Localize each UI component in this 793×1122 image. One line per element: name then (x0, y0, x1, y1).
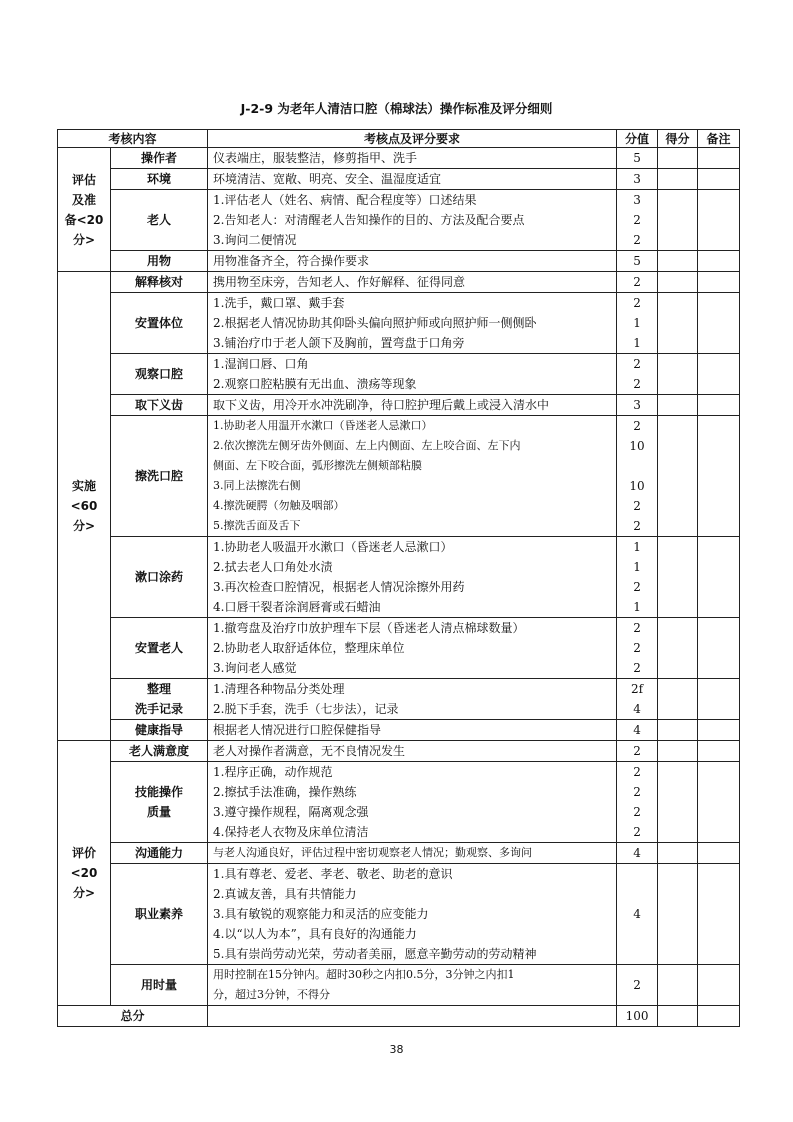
requirement-cell (208, 864, 617, 965)
requirement-line: 4.口唇干裂者涂润唇膏或石蜡油 (213, 600, 381, 614)
score-value: 2 (633, 233, 641, 247)
page-number: 38 (389, 1043, 404, 1056)
score-value: 2 (633, 275, 641, 289)
total-requirements (208, 1006, 617, 1027)
requirement-line: 侧面、左下咬合面，弧形擦洗左侧颊部粘膜 (213, 459, 423, 472)
score-value: 1 (633, 316, 641, 330)
requirement-cell (208, 395, 617, 416)
requirement-line: 用物准备齐全，符合操作要求 (213, 254, 370, 268)
requirement-line: 1.撤弯盘及治疗巾放护理车下层（昏迷老人清点棉球数量） (213, 621, 525, 635)
item-name-line: 环境 (147, 172, 172, 186)
table-row (58, 272, 740, 293)
score-value: 1 (633, 540, 641, 554)
score-cell (617, 293, 658, 354)
obtained-cell[interactable] (658, 762, 698, 843)
item-name (111, 293, 208, 354)
score-value: 3 (633, 172, 641, 186)
item-name-line: 质量 (147, 805, 172, 819)
requirement-cell (208, 843, 617, 864)
score-value: 2 (633, 744, 641, 758)
requirement-line: 5.具有崇尚劳动光荣，劳动者美丽，愿意辛勤劳动的劳动精神 (213, 947, 537, 961)
score-value: 3 (633, 398, 641, 412)
score-value: 2 (633, 621, 641, 635)
score-value: 1 (633, 600, 641, 614)
item-name (111, 537, 208, 618)
table-row (58, 395, 740, 416)
item-name-line: 沟通能力 (135, 846, 184, 860)
requirement-line: 2.拭去老人口角处水渍 (213, 560, 333, 574)
table-row (58, 148, 740, 169)
document-title: J-2-9 为老年人清洁口腔（棉球法）操作标准及评分细则 (240, 101, 553, 116)
requirement-line: 3.再次检查口腔情况，根据老人情况涂擦外用药 (213, 580, 465, 594)
item-name-line: 安置老人 (135, 641, 184, 655)
requirement-cell (208, 679, 617, 720)
total-row (58, 1006, 740, 1027)
score-value: 2 (633, 785, 641, 799)
section-label-line: 评估 (71, 172, 96, 187)
table-row (58, 618, 740, 679)
scoring-table (57, 129, 740, 1027)
remarks-cell[interactable] (698, 251, 740, 272)
item-name-line: 技能操作 (135, 785, 184, 799)
requirement-cell (208, 190, 617, 251)
total-label: 总分 (58, 1006, 208, 1027)
obtained-cell[interactable] (658, 416, 698, 537)
section-label (58, 741, 111, 1006)
requirement-line: 4.以“以人为本”，具有良好的沟通能力 (213, 927, 417, 941)
score-value: 5 (633, 151, 641, 165)
score-value: 2 (633, 641, 641, 655)
requirement-line: 3.遵守操作规程，隔离观念强 (213, 805, 369, 819)
score-value: 2 (633, 499, 641, 513)
section-label-line: <20 (70, 866, 98, 880)
obtained-cell[interactable] (658, 169, 698, 190)
score-value: 4 (633, 723, 641, 737)
requirement-line: 1.具有尊老、爱老、孝老、敬老、助老的意识 (213, 867, 453, 881)
requirement-line: 2.脱下手套，洗手（七步法），记录 (213, 702, 399, 716)
score-value: 2 (633, 213, 641, 227)
item-name-line: 安置体位 (135, 316, 184, 330)
table-row (58, 169, 740, 190)
requirement-line: 环境清洁、宽敞、明亮、安全、温湿度适宜 (213, 172, 442, 186)
header-content: 考核内容 (58, 130, 208, 148)
score-cell (617, 679, 658, 720)
header-requirements: 考核点及评分要求 (208, 130, 617, 148)
remarks-cell[interactable] (698, 416, 740, 537)
score-cell (617, 395, 658, 416)
requirement-line: 分，超过3分钟，不得分 (213, 988, 331, 1001)
requirement-line: 2.依次擦洗左侧牙齿外侧面、左上内侧面、左上咬合面、左下内 (213, 439, 521, 452)
section-label-line: 分> (72, 232, 96, 247)
score-value: 2 (633, 419, 641, 433)
section-label-line: 实施 (71, 479, 96, 493)
score-cell (617, 741, 658, 762)
requirement-cell (208, 965, 617, 1006)
score-value: 4 (633, 702, 641, 716)
item-name (111, 679, 208, 720)
score-value: 1 (633, 560, 641, 574)
score-value: 2 (633, 978, 641, 992)
requirement-line: 2.协助老人取舒适体位，整理床单位 (213, 641, 405, 655)
item-name (111, 272, 208, 293)
table-row (58, 720, 740, 741)
item-name-line: 整理 (147, 682, 172, 696)
table-row (58, 537, 740, 618)
score-value: 2 (633, 377, 641, 391)
obtained-cell[interactable] (658, 618, 698, 679)
requirement-line: 用时控制在15分钟内。超时30秒之内扣0.5分，3分钟之内扣1 (213, 968, 515, 981)
score-value: 2 (633, 825, 641, 839)
remarks-cell[interactable] (698, 741, 740, 762)
requirement-cell (208, 537, 617, 618)
item-name-line: 擦洗口腔 (135, 469, 184, 483)
item-name (111, 843, 208, 864)
item-name (111, 720, 208, 741)
score-cell (617, 148, 658, 169)
table-row (58, 762, 740, 843)
table-row (58, 416, 740, 537)
requirement-cell (208, 354, 617, 395)
requirement-line: 与老人沟通良好，评估过程中密切观察老人情况；勤观察、多询问 (213, 846, 533, 859)
item-name-line: 用时量 (141, 978, 178, 992)
obtained-cell[interactable] (658, 293, 698, 354)
requirement-cell (208, 148, 617, 169)
remarks-cell[interactable] (698, 395, 740, 416)
item-name (111, 354, 208, 395)
requirement-line: 2.告知老人：对清醒老人告知操作的目的、方法及配合要点 (213, 213, 525, 227)
table-row (58, 741, 740, 762)
score-value: 4 (633, 907, 641, 921)
requirement-line: 携用物至床旁，告知老人、作好解释、征得同意 (213, 275, 466, 289)
requirement-cell (208, 169, 617, 190)
score-value: 2 (633, 805, 641, 819)
remarks-cell[interactable] (698, 537, 740, 618)
item-name-line: 老人满意度 (129, 744, 190, 758)
total-remarks-cell[interactable] (698, 1006, 740, 1027)
item-name-line: 职业素养 (135, 907, 184, 921)
score-cell (617, 169, 658, 190)
requirement-line: 仪表端庄，服装整洁，修剪指甲、洗手 (213, 151, 418, 165)
score-value: 2f (630, 682, 644, 696)
obtained-cell[interactable] (658, 679, 698, 720)
requirement-line: 2.根据老人情况协助其仰卧头偏向照护师或向照护师一侧侧卧 (213, 316, 537, 330)
score-value: 10 (629, 479, 645, 493)
header-score: 分值 (617, 130, 658, 148)
table-row (58, 293, 740, 354)
obtained-cell[interactable] (658, 741, 698, 762)
requirement-line: 4.擦洗硬腭（勿触及咽部） (213, 499, 345, 512)
requirement-cell (208, 416, 617, 537)
score-value: 3 (633, 193, 641, 207)
item-name (111, 416, 208, 537)
remarks-cell[interactable] (698, 762, 740, 843)
obtained-cell[interactable] (658, 354, 698, 395)
requirement-line: 老人对操作者满意，无不良情况发生 (213, 744, 406, 758)
obtained-cell[interactable] (658, 148, 698, 169)
score-cell (617, 537, 658, 618)
table-row (58, 965, 740, 1006)
section-label-line: 及准 (71, 192, 96, 207)
item-name (111, 190, 208, 251)
requirement-line: 取下义齿，用冷开水冲洗刷净，待口腔护理后戴上或浸入清水中 (213, 398, 550, 412)
section-label-line: 备<20 (64, 212, 104, 227)
remarks-cell[interactable] (698, 720, 740, 741)
header-row (58, 130, 740, 148)
score-cell (617, 416, 658, 537)
score-value (617, 456, 657, 476)
requirement-line: 1.协助老人吸温开水漱口（昏迷老人忌漱口） (213, 540, 453, 554)
section-label (58, 272, 111, 741)
obtained-cell[interactable] (658, 537, 698, 618)
score-value: 2 (633, 661, 641, 675)
score-value: 2 (633, 296, 641, 310)
section-label-line: 分> (72, 886, 96, 900)
score-value: 2 (633, 765, 641, 779)
obtained-cell[interactable] (658, 395, 698, 416)
remarks-cell[interactable] (698, 354, 740, 395)
item-name (111, 395, 208, 416)
item-name (111, 864, 208, 965)
obtained-cell[interactable] (658, 965, 698, 1006)
score-cell (617, 720, 658, 741)
remarks-cell[interactable] (698, 618, 740, 679)
item-name (111, 762, 208, 843)
score-value: 2 (633, 357, 641, 371)
section-label-line: 评价 (71, 846, 96, 860)
item-name (111, 741, 208, 762)
item-name (111, 618, 208, 679)
item-name-line: 洗手记录 (135, 702, 184, 716)
requirement-line: 4.保持老人衣物及床单位清洁 (213, 825, 369, 839)
requirement-line: 1.程序正确，动作规范 (213, 765, 333, 779)
requirement-line: 1.评估老人（姓名、病情、配合程度等）口述结果 (213, 193, 477, 207)
remarks-cell[interactable] (698, 148, 740, 169)
score-cell (617, 272, 658, 293)
section-label-line: <60 (70, 499, 98, 513)
remarks-cell[interactable] (698, 169, 740, 190)
requirement-cell (208, 741, 617, 762)
item-name (111, 169, 208, 190)
score-cell (617, 843, 658, 864)
item-name-line: 取下义齿 (135, 398, 184, 412)
remarks-cell[interactable] (698, 272, 740, 293)
score-value: 2 (633, 580, 641, 594)
table-row (58, 679, 740, 720)
obtained-cell[interactable] (658, 720, 698, 741)
requirement-line: 2.擦拭手法准确，操作熟练 (213, 785, 357, 799)
requirement-line: 2.观察口腔粘膜有无出血、溃疡等现象 (213, 377, 417, 391)
section-label-line: 分> (72, 519, 96, 533)
remarks-cell[interactable] (698, 843, 740, 864)
obtained-cell[interactable] (658, 864, 698, 965)
obtained-cell[interactable] (658, 272, 698, 293)
score-cell (617, 618, 658, 679)
table-row (58, 864, 740, 965)
remarks-cell[interactable] (698, 190, 740, 251)
item-name-line: 操作者 (141, 151, 178, 165)
header-remarks: 备注 (698, 130, 740, 148)
remarks-cell[interactable] (698, 965, 740, 1006)
table-row (58, 354, 740, 395)
remarks-cell[interactable] (698, 679, 740, 720)
score-value: 2 (633, 519, 641, 533)
requirement-line: 1.清理各种物品分类处理 (213, 682, 345, 696)
item-name-line: 观察口腔 (135, 367, 184, 381)
score-value: 4 (633, 846, 641, 860)
requirement-cell (208, 762, 617, 843)
remarks-cell[interactable] (698, 864, 740, 965)
total-obtained-cell[interactable] (658, 1006, 698, 1027)
item-name-line: 漱口涂药 (135, 570, 184, 584)
score-cell (617, 354, 658, 395)
section-label (58, 148, 111, 272)
total-score: 100 (617, 1006, 658, 1027)
requirement-line: 3.询问二便情况 (213, 233, 297, 247)
item-name-line: 用物 (147, 254, 172, 268)
table-row (58, 190, 740, 251)
requirement-cell (208, 251, 617, 272)
item-name-line: 老人 (147, 213, 172, 227)
item-name-line: 健康指导 (135, 723, 184, 737)
item-name (111, 148, 208, 169)
remarks-cell[interactable] (698, 293, 740, 354)
requirement-line: 1.洗手，戴口罩、戴手套 (213, 296, 345, 310)
requirement-line: 根据老人情况进行口腔保健指导 (213, 723, 382, 737)
requirement-line: 2.真诚友善，具有共情能力 (213, 887, 357, 901)
obtained-cell[interactable] (658, 251, 698, 272)
score-cell (617, 762, 658, 843)
obtained-cell[interactable] (658, 190, 698, 251)
score-cell (617, 190, 658, 251)
obtained-cell[interactable] (658, 843, 698, 864)
score-cell (617, 251, 658, 272)
score-value: 1 (633, 336, 641, 350)
item-name (111, 965, 208, 1006)
score-cell (617, 864, 658, 965)
table-row (58, 251, 740, 272)
requirement-line: 5.擦洗舌面及舌下 (213, 519, 301, 532)
score-value: 5 (633, 254, 641, 268)
requirement-line: 1.湿润口唇、口角 (213, 357, 309, 371)
requirement-line: 3.询问老人感觉 (213, 661, 297, 675)
requirement-line: 3.同上法擦洗右侧 (213, 479, 301, 492)
requirement-cell (208, 720, 617, 741)
score-value: 10 (629, 439, 645, 453)
requirement-cell (208, 293, 617, 354)
header-obtained: 得分 (658, 130, 698, 148)
requirement-cell (208, 272, 617, 293)
item-name (111, 251, 208, 272)
item-name-line: 解释核对 (135, 275, 184, 289)
requirement-line: 1.协助老人用温开水漱口（昏迷老人忌漱口） (213, 419, 433, 432)
requirement-line: 3.具有敏锐的观察能力和灵活的应变能力 (213, 907, 429, 921)
requirement-line: 3.铺治疗巾于老人颌下及胸前，置弯盘于口角旁 (213, 336, 465, 350)
table-row (58, 843, 740, 864)
requirement-cell (208, 618, 617, 679)
score-cell (617, 965, 658, 1006)
